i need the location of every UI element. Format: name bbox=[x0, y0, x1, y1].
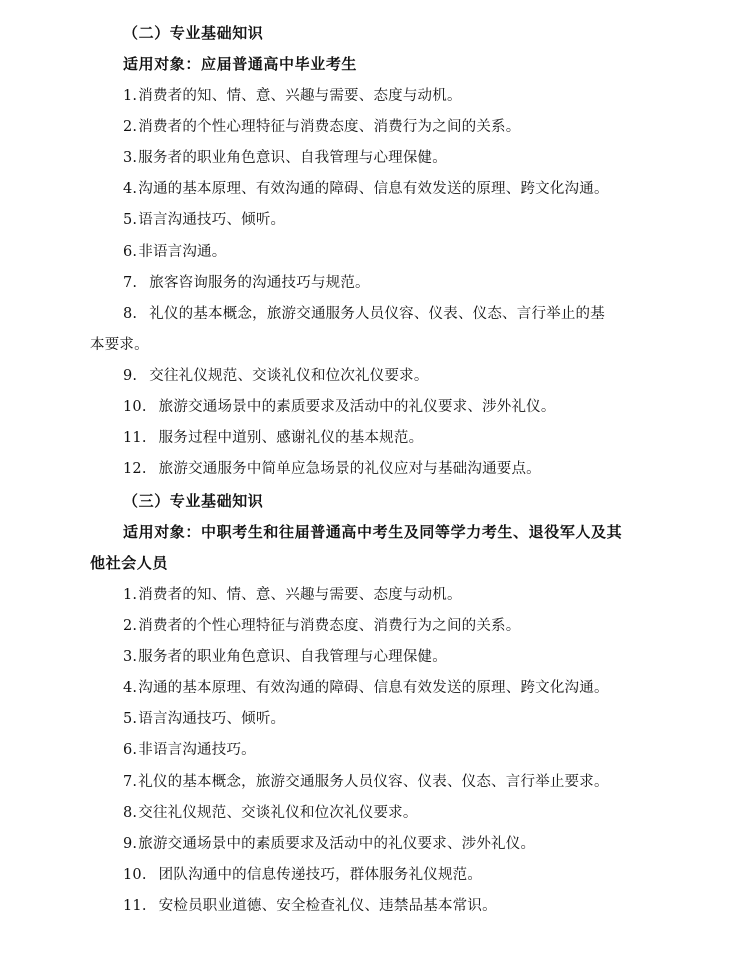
list-item bbox=[123, 772, 609, 792]
list-item bbox=[123, 896, 497, 916]
item-number: 3. bbox=[123, 150, 138, 166]
list-item bbox=[123, 273, 370, 293]
item-number: 5. bbox=[123, 212, 138, 228]
item-number: 6. bbox=[123, 244, 138, 260]
list-item bbox=[123, 709, 285, 729]
list-item bbox=[123, 366, 429, 386]
list-item bbox=[123, 678, 609, 698]
item-number: 1. bbox=[123, 587, 138, 603]
item-text: 消费者的个性心理特征与消费态度、消费行为之间的关系。 bbox=[138, 119, 521, 135]
item-number: 7. bbox=[123, 774, 138, 790]
item-text: 安检员职业道德、安全检查礼仪、违禁品基本常识。 bbox=[158, 898, 497, 914]
item-number: 2. bbox=[123, 618, 138, 634]
item-text: 旅客咨询服务的沟通技巧与规范。 bbox=[149, 275, 370, 291]
item-text: 沟通的基本原理、有效沟通的障碍、信息有效发送的原理、跨文化沟通。 bbox=[138, 680, 609, 696]
item-number: 9. bbox=[123, 368, 138, 384]
list-item bbox=[123, 210, 285, 230]
target-label: 适用对象： bbox=[123, 523, 202, 541]
item-number: 10. bbox=[123, 867, 147, 883]
item-text: 非语言沟通技巧。 bbox=[138, 742, 256, 758]
item-text: 语言沟通技巧、倾听。 bbox=[138, 212, 286, 228]
item-number: 10. bbox=[123, 399, 147, 415]
list-item bbox=[123, 834, 535, 854]
list-item bbox=[123, 428, 423, 448]
item-text: 消费者的个性心理特征与消费态度、消费行为之间的关系。 bbox=[138, 618, 521, 634]
item-text: 服务过程中道别、感谢礼仪的基本规范。 bbox=[158, 430, 424, 446]
item-number: 11. bbox=[123, 430, 147, 446]
item-number: 4. bbox=[123, 181, 138, 197]
list-item bbox=[123, 148, 447, 168]
target-text: 中职考生和往届普通高中考生及同等学力考生、退役军人及其 bbox=[201, 523, 623, 541]
item-number: 9. bbox=[123, 836, 138, 852]
list-item bbox=[123, 397, 556, 417]
item-text: 礼仪的基本概念，旅游交通服务人员仪容、仪表、仪态、言行举止要求。 bbox=[138, 774, 609, 790]
target-audience bbox=[123, 522, 622, 542]
list-item bbox=[123, 304, 605, 324]
list-item bbox=[123, 459, 541, 479]
list-item bbox=[123, 865, 482, 885]
section-heading: （二）专业基础知识 bbox=[123, 24, 264, 42]
item-number: 3. bbox=[123, 649, 138, 665]
item-text: 旅游交通场景中的素质要求及活动中的礼仪要求、涉外礼仪。 bbox=[158, 399, 556, 415]
list-item bbox=[123, 647, 447, 667]
target-audience bbox=[123, 54, 357, 74]
item-text: 旅游交通场景中的素质要求及活动中的礼仪要求、涉外礼仪。 bbox=[138, 836, 536, 852]
item-text: 语言沟通技巧、倾听。 bbox=[138, 711, 286, 727]
item-text: 服务者的职业角色意识、自我管理与心理保健。 bbox=[138, 649, 447, 665]
list-item bbox=[123, 86, 462, 106]
item-text: 礼仪的基本概念，旅游交通服务人员仪容、仪表、仪态、言行举止的基 bbox=[149, 306, 605, 322]
list-item bbox=[123, 117, 520, 137]
item-number: 8. bbox=[123, 805, 138, 821]
item-text: 交往礼仪规范、交谈礼仪和位次礼仪要求。 bbox=[149, 368, 429, 384]
item-number: 6. bbox=[123, 742, 138, 758]
target-label: 适用对象： bbox=[123, 55, 202, 73]
item-number: 12. bbox=[123, 461, 147, 477]
list-item-continuation: 本要求。 bbox=[90, 337, 149, 353]
item-number: 1. bbox=[123, 88, 138, 104]
section-heading: （三）专业基础知识 bbox=[123, 492, 264, 510]
list-item bbox=[123, 585, 462, 605]
list-item bbox=[123, 242, 226, 262]
item-text: 非语言沟通。 bbox=[138, 244, 227, 260]
item-text: 团队沟通中的信息传递技巧，群体服务礼仪规范。 bbox=[158, 867, 483, 883]
target-audience-continuation: 他社会人员 bbox=[90, 554, 169, 572]
list-item bbox=[123, 740, 256, 760]
item-text: 服务者的职业角色意识、自我管理与心理保健。 bbox=[138, 150, 447, 166]
target-text: 应届普通高中毕业考生 bbox=[201, 55, 358, 73]
list-item bbox=[123, 803, 418, 823]
item-text: 消费者的知、情、意、兴趣与需要、态度与动机。 bbox=[138, 88, 462, 104]
item-number: 2. bbox=[123, 119, 138, 135]
list-item bbox=[123, 616, 520, 636]
item-text: 旅游交通服务中简单应急场景的礼仪应对与基础沟通要点。 bbox=[158, 461, 541, 477]
item-text: 消费者的知、情、意、兴趣与需要、态度与动机。 bbox=[138, 587, 462, 603]
item-number: 4. bbox=[123, 680, 138, 696]
item-number: 5. bbox=[123, 711, 138, 727]
item-number: 7. bbox=[123, 275, 138, 291]
item-text: 交往礼仪规范、交谈礼仪和位次礼仪要求。 bbox=[138, 805, 418, 821]
item-number: 11. bbox=[123, 898, 147, 914]
item-text: 沟通的基本原理、有效沟通的障碍、信息有效发送的原理、跨文化沟通。 bbox=[138, 181, 609, 197]
item-number: 8. bbox=[123, 306, 138, 322]
list-item bbox=[123, 179, 609, 199]
